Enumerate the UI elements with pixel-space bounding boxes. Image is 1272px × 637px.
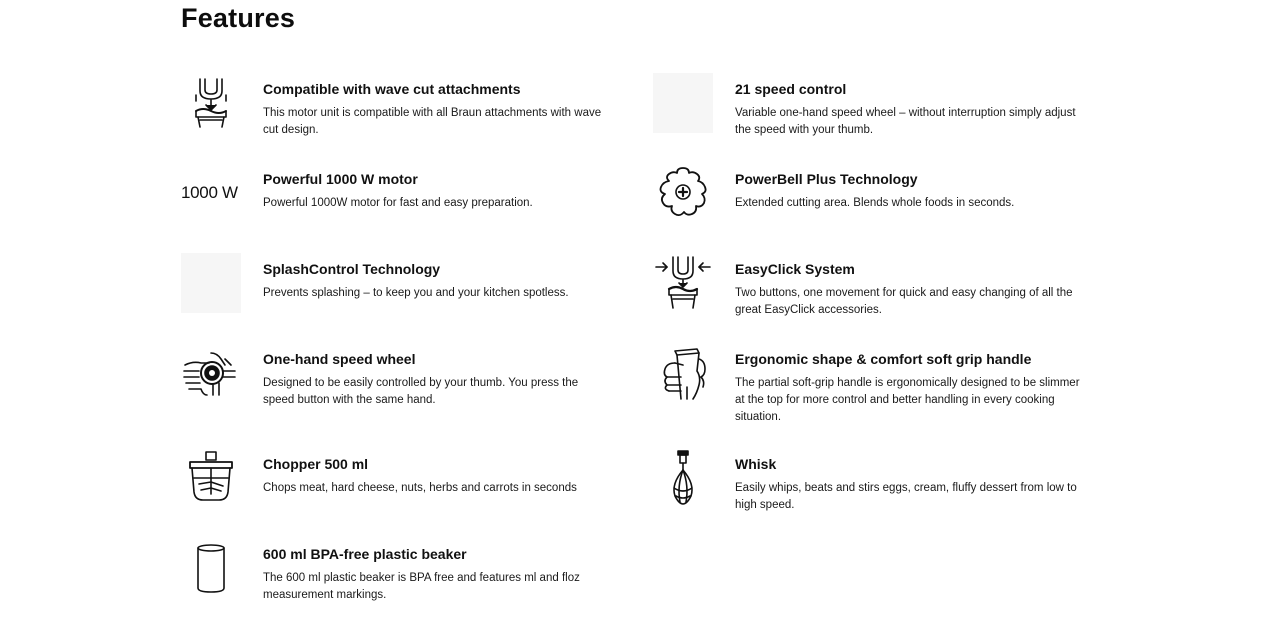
feature-description: Prevents splashing – to keep you and your kitchen spotless.	[263, 287, 569, 299]
page-title: Features	[181, 3, 296, 33]
feature-title: Ergonomic shape & comfort soft grip handle	[735, 351, 1032, 367]
beaker-icon	[181, 538, 241, 598]
feature-title: One-hand speed wheel	[263, 351, 416, 367]
feature-description: Powerful 1000W motor for fast and easy preparation.	[263, 197, 533, 209]
feature-title: 21 speed control	[735, 81, 847, 97]
feature-title: Whisk	[735, 456, 777, 472]
feature-description: Designed to be easily controlled by your thumb. You press the speed button with the same hand.	[263, 377, 579, 406]
feature-description: Easily whips, beats and stirs eggs, cream, fluffy dessert from low to high speed.	[735, 482, 1077, 511]
feature-description: Extended cutting area. Blends whole foods in seconds.	[735, 197, 1015, 209]
powerbell-icon	[653, 163, 713, 223]
feature-title: Compatible with wave cut attachments	[263, 81, 521, 97]
splash-control-icon	[181, 253, 241, 313]
feature-description: The 600 ml plastic beaker is BPA free and features ml and floz measurement markings.	[263, 572, 580, 601]
feature-title: 600 ml BPA-free plastic beaker	[263, 546, 467, 562]
feature-description: This motor unit is compatible with all Braun attachments with wave cut design.	[263, 107, 602, 136]
one-hand-speed-wheel-icon	[181, 343, 241, 403]
feature-description: Chops meat, hard cheese, nuts, herbs and carrots in seconds	[263, 482, 577, 494]
feature-title: PowerBell Plus Technology	[735, 171, 918, 187]
chopper-icon	[181, 448, 241, 508]
speed-control-icon	[653, 73, 713, 133]
feature-description: Two buttons, one movement for quick and easy changing of all the great EasyClick accessories.	[735, 287, 1073, 316]
feature-title: Powerful 1000 W motor	[263, 171, 418, 187]
wave-cut-attachment-icon	[181, 73, 241, 133]
ergonomic-grip-icon	[653, 343, 713, 403]
power-rating-icon: 1000 W	[181, 183, 238, 202]
whisk-icon	[653, 448, 713, 508]
feature-description: Variable one-hand speed wheel – without interruption simply adjust the speed with your thumb.	[735, 107, 1076, 136]
feature-title: EasyClick System	[735, 261, 855, 277]
feature-title: Chopper 500 ml	[263, 456, 369, 472]
easyclick-icon	[653, 253, 713, 313]
feature-title: SplashControl Technology	[263, 261, 441, 277]
feature-description: The partial soft-grip handle is ergonomically designed to be slimmer at the top for more control and better handling in every cooking situation.	[735, 377, 1080, 423]
